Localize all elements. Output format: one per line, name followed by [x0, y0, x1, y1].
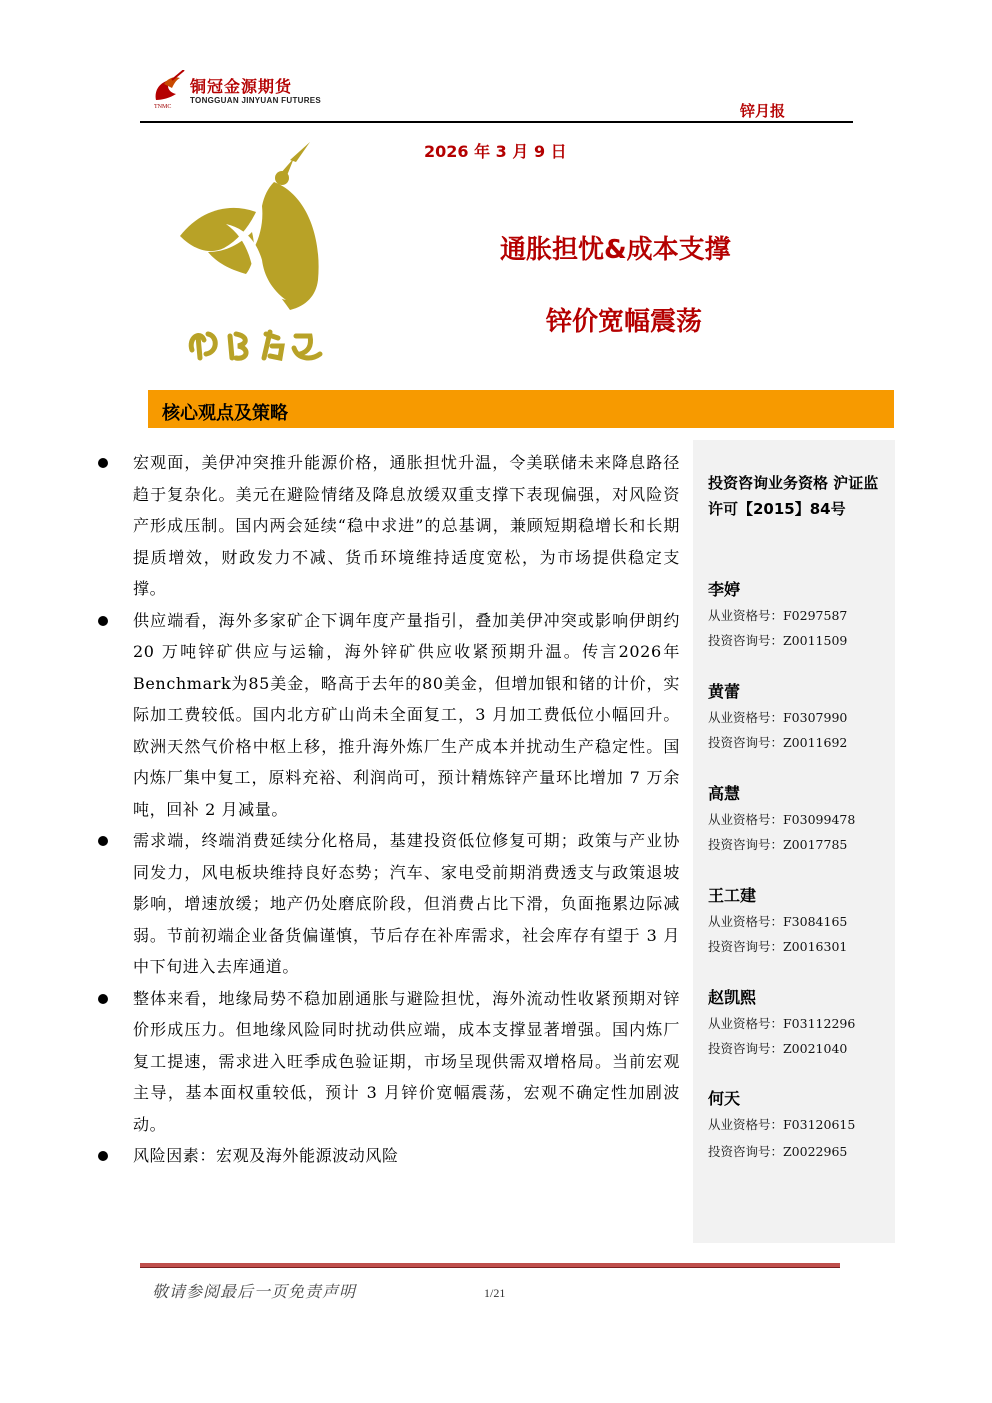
analyst-name: 何天 [708, 1089, 741, 1108]
analyst-name: 李婷 [708, 580, 741, 599]
analyst-name: 王工建 [708, 886, 757, 905]
section-title: 核心观点及策略 [162, 403, 288, 424]
analyst-advisory-number: 投资咨询号：Z0022965 [708, 1144, 848, 1159]
analyst-advisory-number: 投资咨询号：Z0021040 [708, 1041, 848, 1056]
company-name-cn: 铜冠金源期货 [190, 77, 293, 96]
qualification-statement: 投资咨询业务资格 沪证监许可【2015】84号 [708, 474, 879, 518]
analyst-name: 高慧 [708, 784, 741, 803]
key-point-demand [96, 825, 680, 983]
analyst-advisory-number: 投资咨询号：Z0017785 [708, 837, 848, 852]
key-point-text: 风险因素：宏观及海外能源波动风险 [133, 1146, 399, 1165]
key-points-list [96, 447, 680, 1172]
key-point-text: 需求端，终端消费延续分化格局，基建投资低位修复可期；政策与产业协同发力，风电板块维持良好态势；汽车、家电受前期消费透支与政策退坡影响，增速放缓；地产仍处磨底阶段，但消费占比下滑，负面拖累边际减弱。节前初端企业备货偏谨慎，节后存在补库需求，社会库存有望于 3 月中下旬进入去库通道。 [133, 831, 680, 976]
key-point-text: 整体来看，地缘局势不稳加剧通胀与避险担忧，海外流动性收紧预期对锌价形成压力。但地缘风险同时扰动供应端，成本支撑显著增强。国内炼厂复工提速，需求进入旺季成色验证期，市场呈现供需双增格局。当前宏观主导，基本面权重较低，预计 3 月锌价宽幅震荡，宏观不确定性加剧波动。 [133, 988, 680, 1134]
analyst-cert-number: 从业资格号：F3084165 [708, 914, 848, 929]
bullet-dot-icon [98, 616, 108, 626]
analyst-advisory-number: 投资咨询号：Z0011692 [708, 735, 848, 750]
key-point-supply [96, 605, 680, 826]
tnmc-logo-icon [150, 70, 188, 106]
analyst-cert-number: 从业资格号：F03120615 [708, 1117, 856, 1132]
report-title-line1: 通胀担忧&成本支撑 [500, 235, 731, 265]
footer-divider [140, 1263, 840, 1268]
analyst-cert-number: 从业资格号：F0297587 [708, 608, 848, 623]
analyst-cert-number: 从业资格号：F03099478 [708, 812, 856, 827]
bullet-dot-icon [98, 836, 108, 846]
company-abbr: TNMC [154, 104, 172, 110]
analyst-cert-number: 从业资格号：F03112296 [708, 1016, 856, 1031]
disclaimer-note: 敬请参阅最后一页免责声明 [152, 1282, 357, 1301]
analyst-advisory-number: 投资咨询号：Z0016301 [708, 939, 848, 954]
page-number: 1/21 [484, 1286, 506, 1300]
analyst-advisory-number: 投资咨询号：Z0011509 [708, 633, 848, 648]
report-type: 锌月报 [740, 102, 786, 120]
company-name-en: TONGGUAN JINYUAN FUTURES [190, 96, 322, 105]
analyst-name: 赵凯熙 [708, 988, 757, 1007]
key-point-text: 宏观面，美伊冲突推升能源价格，通胀担忧升温，令美联储未来降息路径趋于复杂化。美元在避险情绪及降息放缓双重支撑下表现偏强，对风险资产形成压制。国内两会延续“稳中求进”的总基调，兼顾短期稳增长和长期提质增效，财政发力不减、货币环境维持适度宽松，为市场提供稳定支撑。 [133, 453, 680, 598]
report-title-line2: 锌价宽幅震荡 [546, 307, 703, 337]
bullet-dot-icon [98, 994, 108, 1004]
bullet-dot-icon [98, 458, 108, 468]
analyst-name: 黄蕾 [708, 682, 741, 701]
key-point-text: 供应端看，海外多家矿企下调年度产量指引，叠加美伊冲突或影响伊朗约 20 万吨锌矿供应与运输，海外锌矿供应收紧预期升温。传言2026年Benchmark为85美金，略高于去年的80美金，但增加银和锗的计价，实际加工费较低。国内北方矿山尚未全面复工，3 月加工费低位小幅回升。欧洲天然气价格中枢上移，推升海外炼厂生产成本并扰动生产稳定性。国内炼厂集中复工，原料充裕、利润尚可，预计精炼锌产量环比增加 7 万余吨，回补 2 月减量。 [133, 610, 680, 819]
key-point-risk [96, 1140, 680, 1172]
analyst-cert-number: 从业资格号：F0307990 [708, 710, 848, 725]
bullet-dot-icon [98, 1151, 108, 1161]
tongling-nonferrous-emblem-icon [178, 140, 338, 370]
header-divider [140, 121, 853, 123]
key-point-macro [96, 447, 680, 605]
report-date: 2026 年 3 月 9 日 [424, 142, 567, 161]
key-point-overall [96, 983, 680, 1141]
